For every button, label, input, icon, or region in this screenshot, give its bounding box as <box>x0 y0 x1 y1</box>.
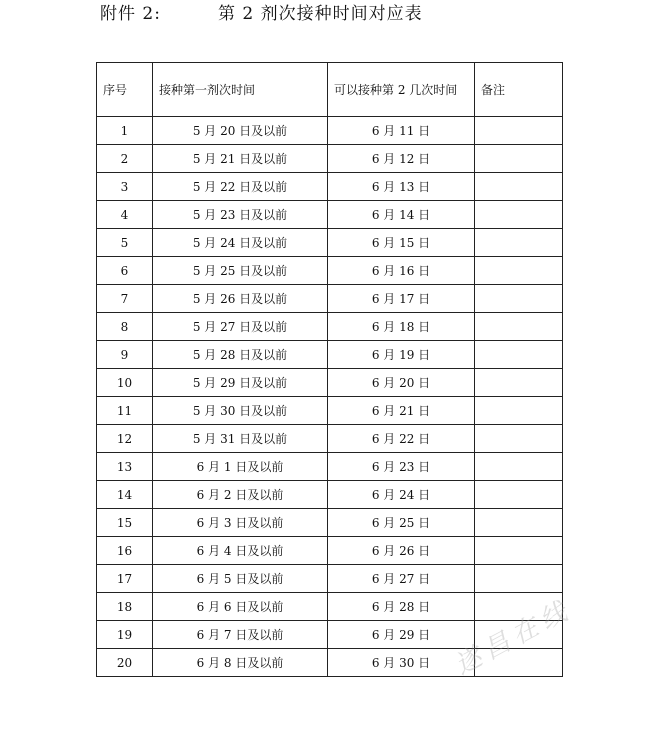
cell-second-dose: 6 月 25 日 <box>328 509 475 537</box>
table-row <box>97 117 563 145</box>
cell-number: 15 <box>97 509 153 537</box>
cell-notes <box>475 537 563 565</box>
cell-notes <box>475 201 563 229</box>
cell-notes <box>475 649 563 677</box>
cell-number: 20 <box>97 649 153 677</box>
cell-number: 14 <box>97 481 153 509</box>
cell-second-dose: 6 月 23 日 <box>328 453 475 481</box>
cell-second-dose: 6 月 24 日 <box>328 481 475 509</box>
cell-notes <box>475 621 563 649</box>
cell-number: 9 <box>97 341 153 369</box>
cell-second-dose: 6 月 20 日 <box>328 369 475 397</box>
cell-first-dose: 6 月 3 日及以前 <box>153 509 328 537</box>
cell-number: 5 <box>97 229 153 257</box>
cell-notes <box>475 341 563 369</box>
table-row <box>97 341 563 369</box>
table-row <box>97 453 563 481</box>
cell-number: 1 <box>97 117 153 145</box>
cell-number: 3 <box>97 173 153 201</box>
cell-first-dose: 6 月 8 日及以前 <box>153 649 328 677</box>
page-title: 第 2 剂次接种时间对应表 <box>218 4 423 24</box>
cell-number: 11 <box>97 397 153 425</box>
cell-second-dose: 6 月 29 日 <box>328 621 475 649</box>
cell-number: 7 <box>97 285 153 313</box>
cell-number: 4 <box>97 201 153 229</box>
cell-first-dose: 5 月 21 日及以前 <box>153 145 328 173</box>
cell-first-dose: 6 月 4 日及以前 <box>153 537 328 565</box>
cell-second-dose: 6 月 12 日 <box>328 145 475 173</box>
cell-first-dose: 5 月 24 日及以前 <box>153 229 328 257</box>
cell-second-dose: 6 月 27 日 <box>328 565 475 593</box>
cell-first-dose: 6 月 6 日及以前 <box>153 593 328 621</box>
cell-number: 17 <box>97 565 153 593</box>
table-row <box>97 285 563 313</box>
cell-first-dose: 5 月 26 日及以前 <box>153 285 328 313</box>
cell-second-dose: 6 月 13 日 <box>328 173 475 201</box>
cell-first-dose: 6 月 2 日及以前 <box>153 481 328 509</box>
table-row <box>97 369 563 397</box>
cell-notes <box>475 257 563 285</box>
cell-second-dose: 6 月 16 日 <box>328 257 475 285</box>
table-row <box>97 425 563 453</box>
attachment-label: 附件 2: <box>100 4 161 24</box>
cell-first-dose: 6 月 5 日及以前 <box>153 565 328 593</box>
cell-notes <box>475 173 563 201</box>
cell-first-dose: 5 月 23 日及以前 <box>153 201 328 229</box>
cell-first-dose: 5 月 28 日及以前 <box>153 341 328 369</box>
cell-notes <box>475 425 563 453</box>
cell-first-dose: 5 月 25 日及以前 <box>153 257 328 285</box>
cell-notes <box>475 453 563 481</box>
column-header-number: 序号 <box>97 63 153 117</box>
cell-first-dose: 5 月 31 日及以前 <box>153 425 328 453</box>
cell-number: 10 <box>97 369 153 397</box>
cell-first-dose: 5 月 20 日及以前 <box>153 117 328 145</box>
cell-second-dose: 6 月 30 日 <box>328 649 475 677</box>
cell-number: 19 <box>97 621 153 649</box>
cell-first-dose: 5 月 22 日及以前 <box>153 173 328 201</box>
watermark: 遂昌在线 <box>450 594 578 682</box>
table-row <box>97 649 563 677</box>
cell-number: 12 <box>97 425 153 453</box>
cell-notes <box>475 397 563 425</box>
cell-notes <box>475 481 563 509</box>
cell-number: 16 <box>97 537 153 565</box>
cell-second-dose: 6 月 19 日 <box>328 341 475 369</box>
cell-second-dose: 6 月 28 日 <box>328 593 475 621</box>
table-row <box>97 565 563 593</box>
cell-first-dose: 5 月 29 日及以前 <box>153 369 328 397</box>
table-row <box>97 509 563 537</box>
schedule-table <box>96 62 563 677</box>
cell-first-dose: 6 月 1 日及以前 <box>153 453 328 481</box>
table-row <box>97 201 563 229</box>
column-header-notes: 备注 <box>475 63 563 117</box>
cell-first-dose: 5 月 30 日及以前 <box>153 397 328 425</box>
column-header-first-dose: 接种第一剂次时间 <box>153 63 328 117</box>
cell-first-dose: 5 月 27 日及以前 <box>153 313 328 341</box>
table-header-row <box>97 63 563 117</box>
cell-notes <box>475 313 563 341</box>
table-row <box>97 229 563 257</box>
cell-second-dose: 6 月 26 日 <box>328 537 475 565</box>
table-row <box>97 537 563 565</box>
cell-second-dose: 6 月 14 日 <box>328 201 475 229</box>
table-row <box>97 397 563 425</box>
cell-notes <box>475 117 563 145</box>
cell-notes <box>475 369 563 397</box>
cell-number: 2 <box>97 145 153 173</box>
table-row <box>97 593 563 621</box>
cell-number: 6 <box>97 257 153 285</box>
cell-first-dose: 6 月 7 日及以前 <box>153 621 328 649</box>
cell-second-dose: 6 月 22 日 <box>328 425 475 453</box>
table-row <box>97 313 563 341</box>
table-row <box>97 145 563 173</box>
cell-notes <box>475 565 563 593</box>
cell-number: 13 <box>97 453 153 481</box>
table-row <box>97 173 563 201</box>
column-header-second-dose: 可以接种第 2 几次时间 <box>328 63 475 117</box>
table-row <box>97 481 563 509</box>
cell-notes <box>475 509 563 537</box>
cell-notes <box>475 229 563 257</box>
table-row <box>97 621 563 649</box>
cell-second-dose: 6 月 15 日 <box>328 229 475 257</box>
cell-number: 8 <box>97 313 153 341</box>
cell-second-dose: 6 月 18 日 <box>328 313 475 341</box>
cell-notes <box>475 145 563 173</box>
cell-number: 18 <box>97 593 153 621</box>
cell-notes <box>475 593 563 621</box>
cell-second-dose: 6 月 21 日 <box>328 397 475 425</box>
table-row <box>97 257 563 285</box>
cell-notes <box>475 285 563 313</box>
cell-second-dose: 6 月 17 日 <box>328 285 475 313</box>
cell-second-dose: 6 月 11 日 <box>328 117 475 145</box>
